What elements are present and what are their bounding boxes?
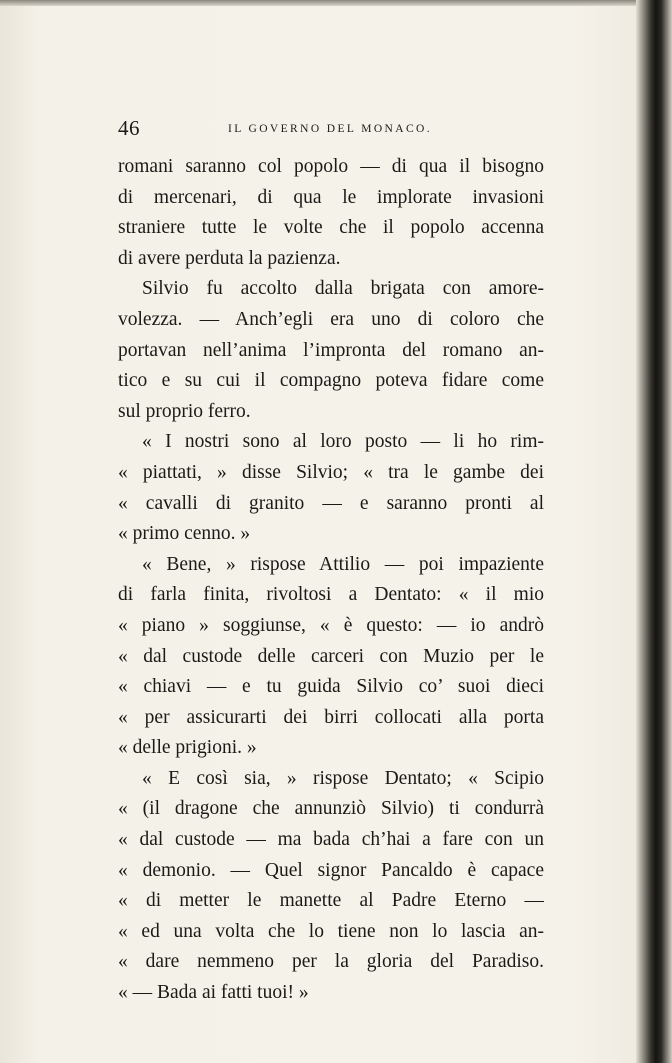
text-line: straniere tutte le volte che il popolo accenna xyxy=(118,217,544,239)
text-line: « — Bada ai fatti tuoi! » xyxy=(118,982,309,1004)
text-line: « chiavi — e tu guida Silvio co’ suoi dieci xyxy=(118,676,544,698)
text-line: « I nostri sono al loro posto — li ho rim- xyxy=(142,431,544,453)
text-line: portavan nell’anima l’impronta del romano an- xyxy=(118,339,544,361)
text-line: sul proprio ferro. xyxy=(118,400,251,422)
running-head: IL GOVERNO DEL MONACO. xyxy=(228,123,432,135)
body-text xyxy=(118,152,544,1009)
text-line: Silvio fu accolto dalla brigata con amore- xyxy=(142,278,544,300)
text-line: « ed una volta che lo tiene non lo lascia an- xyxy=(118,920,544,942)
text-line: « dare nemmeno per la gloria del Paradiso. xyxy=(118,951,544,973)
text-line: di mercenari, di qua le implorate invasioni xyxy=(118,186,544,208)
text-line: « dal custode delle carceri con Muzio per le xyxy=(118,645,544,667)
page-header xyxy=(118,116,544,140)
text-line: « primo cenno. » xyxy=(118,523,251,545)
page-number: 46 xyxy=(118,116,140,140)
text-line: romani saranno col popolo — di qua il bisogno xyxy=(118,156,544,177)
text-line: « piano » soggiunse, « è questo: — io andrò xyxy=(118,614,544,636)
text-line: « demonio. — Quel signor Pancaldo è capace xyxy=(118,859,544,881)
text-line: di farla finita, rivoltosi a Dentato: « il mio xyxy=(118,584,544,606)
text-line: « cavalli di granito — e saranno pronti al xyxy=(118,492,544,514)
text-line: « (il dragone che annunziò Silvio) ti condurrà xyxy=(118,798,544,820)
text-line: « Bene, » rispose Attilio — poi impaziente xyxy=(142,553,544,575)
text-line: volezza. — Anch’egli era uno di coloro che xyxy=(118,308,544,330)
text-line: « dal custode — ma bada ch’hai a fare con un xyxy=(118,829,544,851)
text-line: « delle prigioni. » xyxy=(118,737,257,759)
text-line: tico e su cui il compagno poteva fidare come xyxy=(118,370,544,392)
text-line: di avere perduta la pazienza. xyxy=(118,247,341,269)
page-top-edge xyxy=(0,0,672,6)
book-gutter-edge xyxy=(636,0,672,1063)
text-line: « di metter le manette al Padre Eterno — xyxy=(118,890,544,912)
text-line: « E così sia, » rispose Dentato; « Scipio xyxy=(142,767,544,789)
text-line: « per assicurarti dei birri collocati alla porta xyxy=(118,706,544,728)
text-line: « piattati, » disse Silvio; « tra le gambe dei xyxy=(118,461,544,483)
